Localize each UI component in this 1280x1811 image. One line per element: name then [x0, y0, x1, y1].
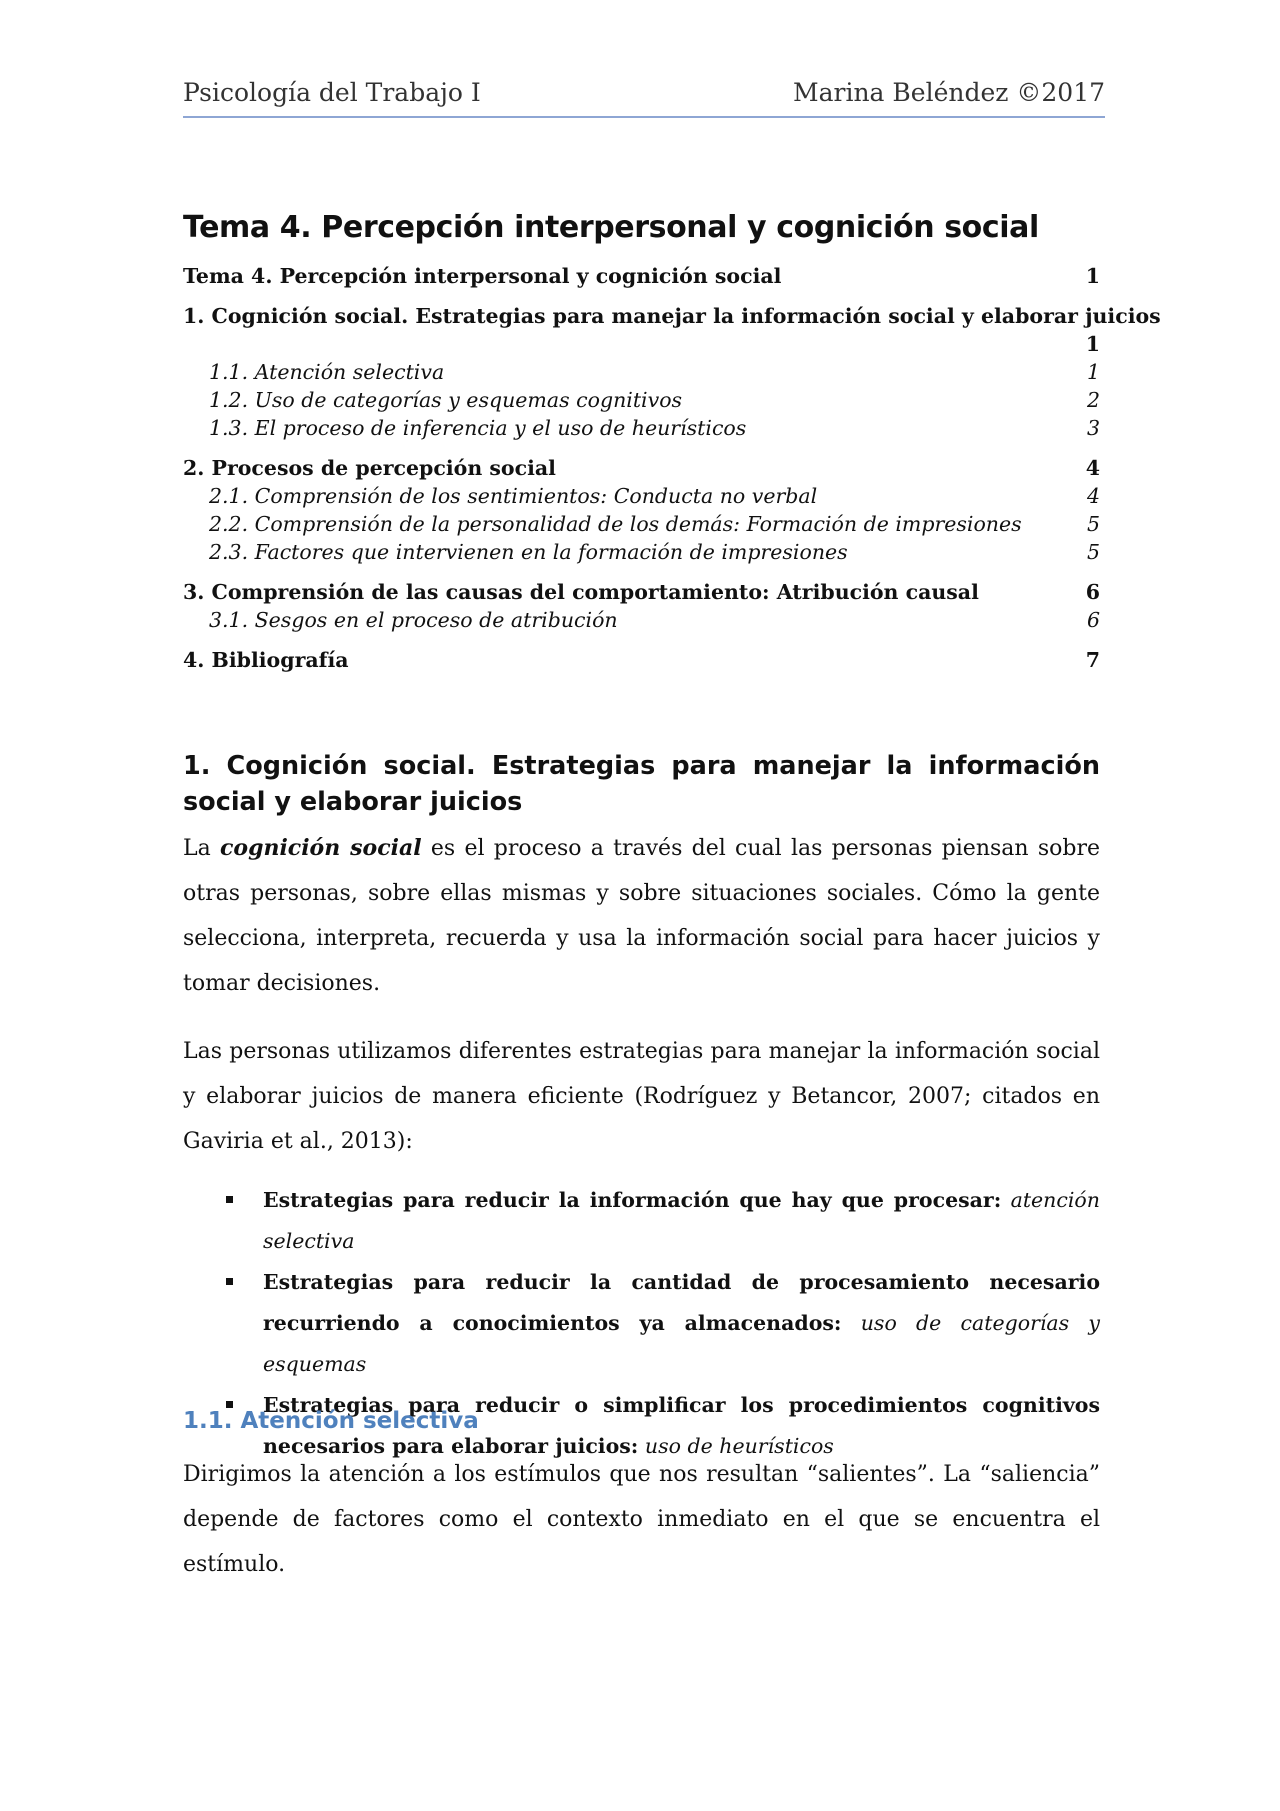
- toc-subentry[interactable]: [183, 386, 1100, 414]
- section-1-1-paragraph: Dirigimos la atención a los estímulos que nos resultan “salientes”. La “saliencia” depende de factores como el contexto inmediato en el que se encuentra el estímulo.: [183, 1462, 1100, 1577]
- toc-subentry[interactable]: [183, 414, 1100, 442]
- square-bullet-icon: [226, 1278, 233, 1285]
- toc-entry-page: 5: [1086, 512, 1100, 536]
- paragraph-text: es el proceso a través del cual las personas piensan sobre otras personas, sobre ellas mismas y sobre situaciones sociales. Cómo la gente selecciona, interpreta, recuerda y usa la información social para hacer juicios y tomar decisiones.: [183, 836, 1100, 996]
- toc-entry-label: 2.2. Comprensión de la personalidad de los demás: Formación de impresiones: [209, 512, 1022, 536]
- list-item: [183, 1262, 1100, 1385]
- toc-entry[interactable]: [183, 646, 1100, 674]
- list-item: [183, 1180, 1100, 1262]
- section-1-1-heading: 1.1. Atención selectiva: [183, 1408, 479, 1434]
- section-1-heading: 1. Cognición social. Estrategias para manejar la información social y elaborar juicios: [183, 751, 1100, 817]
- toc-entry-label: 1.2. Uso de categorías y esquemas cognitivos: [209, 388, 683, 412]
- toc-entry-label: 1.1. Atención selectiva: [209, 360, 445, 384]
- list-item-emphasis: uso de heurísticos: [644, 1434, 834, 1458]
- toc-entry-label: 1. Cognición social. Estrategias para manejar la información social y elaborar juicios: [183, 304, 1161, 328]
- list-item-text: Estrategias para reducir o simplificar los procedimientos cognitivos necesarios para elaborar juicios:: [263, 1393, 1100, 1458]
- section-1-paragraph-1: [183, 826, 1100, 1006]
- toc-entry-page: 1: [1086, 360, 1100, 384]
- toc-entry[interactable]: [183, 454, 1100, 482]
- toc-entry[interactable]: [183, 302, 1161, 358]
- list-item-emphasis: atención selectiva: [263, 1188, 1100, 1253]
- square-bullet-icon: [226, 1401, 233, 1408]
- toc-entry-page: 1: [1085, 264, 1100, 288]
- toc-entry[interactable]: [183, 262, 1100, 290]
- toc-entry-page: 1: [1085, 332, 1100, 356]
- toc-entry-page: 4: [1085, 456, 1100, 480]
- header-author-copyright: Marina Beléndez ©2017: [793, 78, 1105, 107]
- toc-entry-label: 3. Comprensión de las causas del comportamiento: Atribución causal: [183, 580, 979, 604]
- toc-subentry[interactable]: [183, 510, 1100, 538]
- section-1-paragraph-2: Las personas utilizamos diferentes estrategias para manejar la información social y elaborar juicios de manera eficiente (Rodríguez y Betancor, 2007; citados en Gaviria et al., 2013):: [183, 1039, 1100, 1154]
- toc-entry-page: 4: [1086, 484, 1100, 508]
- toc-entry-page: 2: [1086, 388, 1100, 412]
- toc-entry-label: 2. Procesos de percepción social: [183, 456, 556, 480]
- toc-subentry[interactable]: [183, 358, 1100, 386]
- toc-entry-label: 2.3. Factores que intervienen en la formación de impresiones: [209, 540, 848, 564]
- table-of-contents: [183, 262, 1161, 674]
- paragraph-text: La: [183, 836, 220, 861]
- document-title: Tema 4. Percepción interpersonal y cognición social: [183, 210, 1039, 245]
- toc-entry-page: 7: [1085, 648, 1100, 672]
- toc-entry-label: Tema 4. Percepción interpersonal y cognición social: [183, 264, 782, 288]
- page-header: [183, 76, 1105, 118]
- toc-entry-page: 6: [1085, 580, 1100, 604]
- key-term: cognición social: [220, 835, 422, 861]
- toc-entry-page: 5: [1086, 540, 1100, 564]
- toc-entry-label: 4. Bibliografía: [183, 648, 349, 672]
- toc-entry-label: 2.1. Comprensión de los sentimientos: Conducta no verbal: [209, 484, 818, 508]
- toc-entry-label: 3.1. Sesgos en el proceso de atribución: [209, 608, 618, 632]
- toc-entry-page: 6: [1086, 608, 1100, 632]
- toc-entry[interactable]: [183, 578, 1100, 606]
- toc-entry-label: 1.3. El proceso de inferencia y el uso de heurísticos: [209, 416, 747, 440]
- square-bullet-icon: [226, 1196, 233, 1203]
- toc-entry-page: 3: [1086, 416, 1100, 440]
- header-course-title: Psicología del Trabajo I: [183, 78, 481, 107]
- list-item-text: Estrategias para reducir la cantidad de procesamiento necesario recurriendo a conocimientos ya almacenados:: [263, 1270, 1100, 1335]
- toc-subentry[interactable]: [183, 606, 1100, 634]
- list-item-emphasis: uso de categorías y esquemas: [263, 1311, 1100, 1376]
- list-item-text: Estrategias para reducir la información que hay que procesar:: [263, 1188, 1002, 1212]
- toc-subentry[interactable]: [183, 538, 1100, 566]
- toc-subentry[interactable]: [183, 482, 1100, 510]
